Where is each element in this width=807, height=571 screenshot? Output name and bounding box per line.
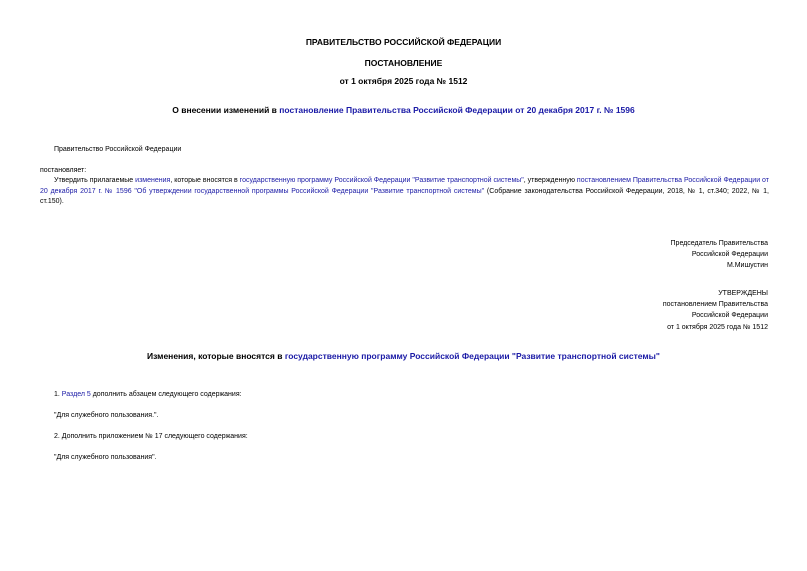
change-item-1 [54,391,242,398]
document-type: ПОСТАНОВЛЕНИЕ [364,58,443,68]
signature-title: Председатель Правительства [670,240,768,247]
paragraph-text-mid2: , утвержденную [523,177,577,184]
paragraph-text-start: Утвердить прилагаемые [54,177,136,184]
approval-heading: УТВЕРЖДЕНЫ [718,290,768,297]
approval-date-number: от 1 октября 2025 года № 1512 [667,323,768,331]
resolution-paragraph [40,176,769,208]
signature-name: М.Мишустин [726,262,768,270]
decree-1596-link[interactable]: постановлением Правительства Российской Федерации от 20 декабря 2017 г. № 1596 "Об утверждении государственной программы Российской Федерации "Развитие транспортной системы" [40,177,769,195]
preamble-government: Правительство Российской Федерации [54,146,182,153]
change-item-2: 2. Дополнить приложением № 17 следующего содержания: [54,433,248,440]
paragraph-text-mid1: , которые вносятся в [170,177,240,184]
document-title-prefix: О внесении изменений в [172,105,280,115]
state-program-link[interactable]: государственную программу Российской Федерации "Развитие транспортной системы" [239,177,524,184]
approval-block [663,288,768,333]
signature-block [671,238,768,272]
change-item-1-number: 1. [54,391,62,398]
government-header: ПРАВИТЕЛЬСТВО РОССИЙСКОЙ ФЕДЕРАЦИИ [305,37,502,47]
change-item-1-text: дополнить абзацем следующего содержания: [90,391,242,398]
changes-link[interactable]: изменения [135,177,171,184]
preamble-resolves: постановляет: [40,167,87,174]
approval-organization: Российской Федерации [691,312,768,320]
amended-decree-link[interactable]: постановление Правительства Российской Федерации от 20 декабря 2017 г. № 1596 [279,105,635,115]
approval-by: постановлением Правительства [662,301,768,309]
change-item-1-quote: "Для служебного пользования.". [54,412,159,419]
changes-title-prefix: Изменения, которые вносятся в [147,351,285,361]
paragraph-text-end: (Собрание законодательства Российской Федерации, 2018, № 1, ст.340; 2022, № 1, ст.150). [40,187,769,205]
signature-organization: Российской Федерации [691,251,768,259]
changes-title [0,351,807,361]
section-5-link[interactable]: Раздел 5 [61,391,91,398]
document-title [0,105,807,115]
changes-program-link[interactable]: государственную программу Российской Федерации "Развитие транспортной системы" [284,351,660,361]
change-item-2-quote: "Для служебного пользования". [54,454,157,461]
document-date-number: от 1 октября 2025 года № 1512 [339,76,468,86]
